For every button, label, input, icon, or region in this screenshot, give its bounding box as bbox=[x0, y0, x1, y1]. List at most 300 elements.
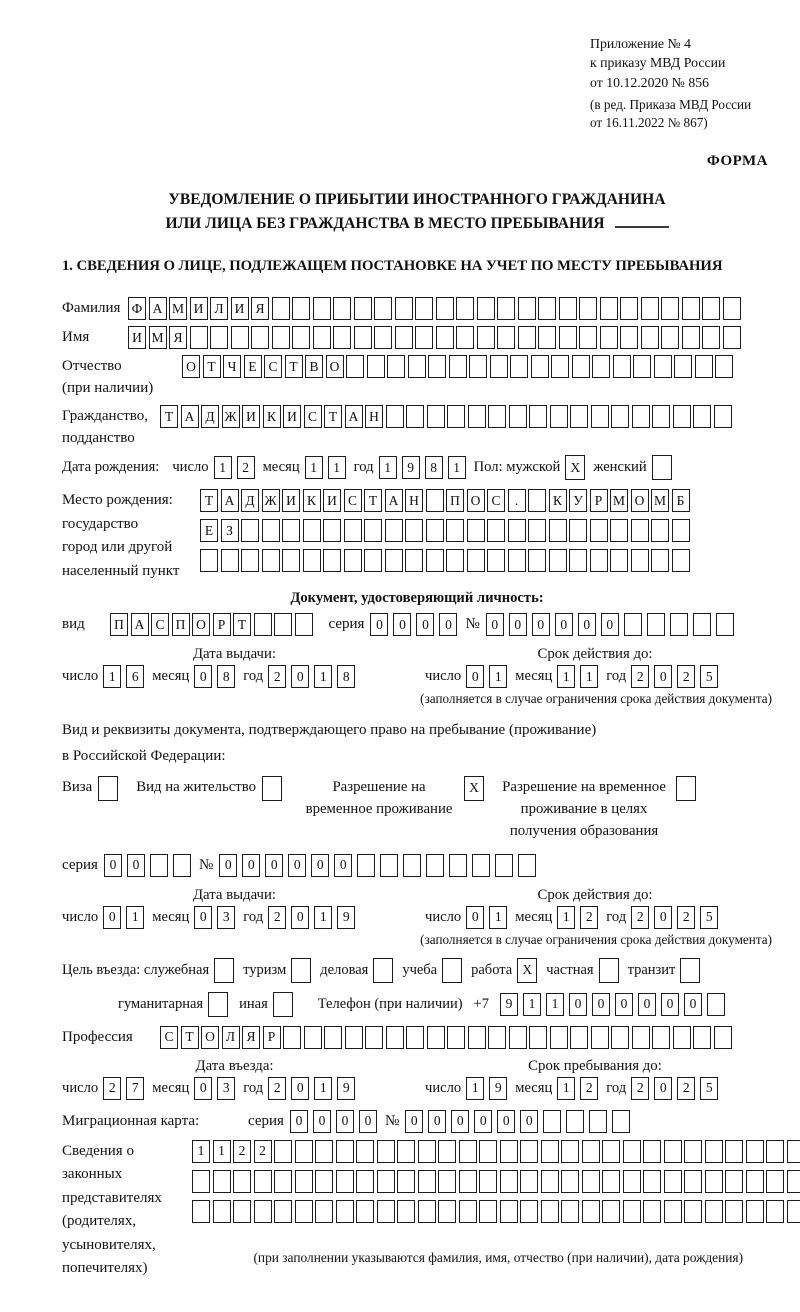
char-cell[interactable]: Л bbox=[210, 297, 228, 320]
char-cell[interactable]: Л bbox=[222, 1026, 240, 1049]
char-cell[interactable] bbox=[602, 1140, 620, 1163]
char-cell[interactable] bbox=[315, 1140, 333, 1163]
char-cell[interactable] bbox=[714, 405, 732, 428]
char-cell[interactable] bbox=[426, 519, 444, 542]
char-cell[interactable] bbox=[336, 1140, 354, 1163]
char-cell[interactable] bbox=[436, 326, 454, 349]
char-cell[interactable] bbox=[746, 1140, 764, 1163]
char-cell[interactable]: 1 bbox=[466, 1077, 484, 1100]
char-cell[interactable] bbox=[385, 549, 403, 572]
char-cell[interactable]: 0 bbox=[311, 854, 329, 877]
char-cell[interactable]: 1 bbox=[314, 665, 332, 688]
char-cell[interactable] bbox=[682, 326, 700, 349]
char-cell[interactable] bbox=[315, 1200, 333, 1223]
char-cell[interactable] bbox=[254, 613, 272, 636]
char-cell[interactable] bbox=[725, 1200, 743, 1223]
char-cell[interactable]: 0 bbox=[428, 1110, 446, 1133]
char-cell[interactable] bbox=[403, 854, 421, 877]
char-cell[interactable] bbox=[620, 297, 638, 320]
char-cell[interactable] bbox=[590, 549, 608, 572]
char-cell[interactable] bbox=[550, 405, 568, 428]
char-cell[interactable] bbox=[590, 519, 608, 542]
char-cell[interactable] bbox=[488, 1026, 506, 1049]
char-cell[interactable] bbox=[459, 1140, 477, 1163]
char-cell[interactable] bbox=[652, 405, 670, 428]
char-cell[interactable]: 7 bbox=[126, 1077, 144, 1100]
char-cell[interactable] bbox=[497, 297, 515, 320]
char-cell[interactable] bbox=[386, 405, 404, 428]
temp-permit-edu-checkbox[interactable] bbox=[676, 776, 696, 801]
char-cell[interactable] bbox=[467, 519, 485, 542]
char-cell[interactable] bbox=[272, 297, 290, 320]
char-cell[interactable]: Т bbox=[200, 489, 218, 512]
char-cell[interactable] bbox=[559, 297, 577, 320]
char-cell[interactable] bbox=[456, 326, 474, 349]
char-cell[interactable] bbox=[600, 297, 618, 320]
char-cell[interactable] bbox=[693, 1026, 711, 1049]
char-cell[interactable] bbox=[684, 1170, 702, 1193]
char-cell[interactable] bbox=[561, 1170, 579, 1193]
char-cell[interactable]: 0 bbox=[370, 613, 388, 636]
char-cell[interactable] bbox=[620, 326, 638, 349]
char-cell[interactable] bbox=[529, 405, 547, 428]
char-cell[interactable] bbox=[664, 1200, 682, 1223]
char-cell[interactable]: Т bbox=[160, 405, 178, 428]
char-cell[interactable] bbox=[323, 549, 341, 572]
char-cell[interactable] bbox=[631, 519, 649, 542]
business-checkbox[interactable] bbox=[373, 958, 393, 983]
char-cell[interactable] bbox=[602, 1170, 620, 1193]
char-cell[interactable] bbox=[336, 1200, 354, 1223]
char-cell[interactable]: 0 bbox=[569, 993, 587, 1016]
char-cell[interactable] bbox=[418, 1200, 436, 1223]
char-cell[interactable] bbox=[467, 549, 485, 572]
char-cell[interactable]: 9 bbox=[337, 906, 355, 929]
char-cell[interactable] bbox=[670, 613, 688, 636]
char-cell[interactable]: 2 bbox=[103, 1077, 121, 1100]
char-cell[interactable]: 5 bbox=[700, 906, 718, 929]
char-cell[interactable]: И bbox=[282, 489, 300, 512]
char-cell[interactable] bbox=[508, 549, 526, 572]
char-cell[interactable]: Б bbox=[672, 489, 690, 512]
char-cell[interactable]: 0 bbox=[334, 854, 352, 877]
char-cell[interactable]: П bbox=[110, 613, 128, 636]
char-cell[interactable]: Т bbox=[285, 355, 303, 378]
char-cell[interactable]: 0 bbox=[654, 665, 672, 688]
char-cell[interactable] bbox=[313, 326, 331, 349]
char-cell[interactable]: 8 bbox=[217, 665, 235, 688]
char-cell[interactable] bbox=[550, 1026, 568, 1049]
char-cell[interactable] bbox=[254, 1200, 272, 1223]
char-cell[interactable] bbox=[304, 1026, 322, 1049]
char-cell[interactable] bbox=[449, 854, 467, 877]
char-cell[interactable]: 0 bbox=[265, 854, 283, 877]
temp-permit-checkbox[interactable]: X bbox=[464, 776, 484, 801]
char-cell[interactable] bbox=[551, 355, 569, 378]
char-cell[interactable] bbox=[415, 297, 433, 320]
char-cell[interactable] bbox=[377, 1170, 395, 1193]
char-cell[interactable]: К bbox=[303, 489, 321, 512]
char-cell[interactable] bbox=[346, 355, 364, 378]
char-cell[interactable]: Т bbox=[324, 405, 342, 428]
char-cell[interactable] bbox=[303, 519, 321, 542]
char-cell[interactable] bbox=[661, 326, 679, 349]
char-cell[interactable]: Н bbox=[365, 405, 383, 428]
char-cell[interactable]: 1 bbox=[523, 993, 541, 1016]
char-cell[interactable] bbox=[274, 1170, 292, 1193]
char-cell[interactable] bbox=[356, 1170, 374, 1193]
char-cell[interactable] bbox=[612, 1110, 630, 1133]
char-cell[interactable]: 1 bbox=[213, 1140, 231, 1163]
char-cell[interactable] bbox=[274, 613, 292, 636]
char-cell[interactable] bbox=[428, 355, 446, 378]
char-cell[interactable]: 5 bbox=[700, 1077, 718, 1100]
char-cell[interactable] bbox=[624, 613, 642, 636]
char-cell[interactable] bbox=[520, 1140, 538, 1163]
char-cell[interactable]: С bbox=[344, 489, 362, 512]
char-cell[interactable]: И bbox=[231, 297, 249, 320]
char-cell[interactable] bbox=[623, 1200, 641, 1223]
char-cell[interactable] bbox=[541, 1170, 559, 1193]
char-cell[interactable] bbox=[570, 405, 588, 428]
char-cell[interactable] bbox=[418, 1140, 436, 1163]
char-cell[interactable] bbox=[746, 1170, 764, 1193]
char-cell[interactable] bbox=[150, 854, 168, 877]
char-cell[interactable] bbox=[672, 549, 690, 572]
char-cell[interactable] bbox=[518, 326, 536, 349]
char-cell[interactable] bbox=[643, 1200, 661, 1223]
char-cell[interactable] bbox=[570, 1026, 588, 1049]
char-cell[interactable] bbox=[446, 519, 464, 542]
char-cell[interactable]: О bbox=[631, 489, 649, 512]
char-cell[interactable]: С bbox=[264, 355, 282, 378]
char-cell[interactable] bbox=[611, 1026, 629, 1049]
char-cell[interactable] bbox=[292, 326, 310, 349]
char-cell[interactable]: Т bbox=[181, 1026, 199, 1049]
char-cell[interactable]: 0 bbox=[291, 1077, 309, 1100]
char-cell[interactable] bbox=[600, 326, 618, 349]
char-cell[interactable]: 1 bbox=[103, 665, 121, 688]
char-cell[interactable]: С bbox=[304, 405, 322, 428]
char-cell[interactable] bbox=[529, 1026, 547, 1049]
char-cell[interactable]: 0 bbox=[359, 1110, 377, 1133]
char-cell[interactable] bbox=[538, 326, 556, 349]
char-cell[interactable]: 0 bbox=[532, 613, 550, 636]
char-cell[interactable] bbox=[406, 405, 424, 428]
char-cell[interactable] bbox=[365, 1026, 383, 1049]
char-cell[interactable] bbox=[231, 326, 249, 349]
char-cell[interactable] bbox=[479, 1170, 497, 1193]
char-cell[interactable]: А bbox=[149, 297, 167, 320]
char-cell[interactable] bbox=[541, 1200, 559, 1223]
char-cell[interactable] bbox=[427, 405, 445, 428]
char-cell[interactable] bbox=[643, 1170, 661, 1193]
char-cell[interactable] bbox=[631, 549, 649, 572]
char-cell[interactable]: С bbox=[160, 1026, 178, 1049]
char-cell[interactable]: Ж bbox=[262, 489, 280, 512]
char-cell[interactable]: Ч bbox=[223, 355, 241, 378]
char-cell[interactable] bbox=[292, 297, 310, 320]
char-cell[interactable]: Т bbox=[364, 489, 382, 512]
char-cell[interactable] bbox=[395, 297, 413, 320]
char-cell[interactable] bbox=[213, 1200, 231, 1223]
char-cell[interactable] bbox=[356, 1140, 374, 1163]
char-cell[interactable]: 5 bbox=[700, 665, 718, 688]
char-cell[interactable] bbox=[582, 1140, 600, 1163]
char-cell[interactable] bbox=[641, 326, 659, 349]
char-cell[interactable] bbox=[364, 549, 382, 572]
char-cell[interactable] bbox=[386, 1026, 404, 1049]
char-cell[interactable]: 0 bbox=[497, 1110, 515, 1133]
char-cell[interactable] bbox=[395, 326, 413, 349]
char-cell[interactable]: 2 bbox=[580, 906, 598, 929]
char-cell[interactable] bbox=[716, 613, 734, 636]
char-cell[interactable] bbox=[459, 1170, 477, 1193]
char-cell[interactable] bbox=[251, 326, 269, 349]
char-cell[interactable] bbox=[561, 1140, 579, 1163]
char-cell[interactable] bbox=[345, 1026, 363, 1049]
char-cell[interactable] bbox=[487, 549, 505, 572]
char-cell[interactable]: Р bbox=[263, 1026, 281, 1049]
char-cell[interactable] bbox=[673, 405, 691, 428]
char-cell[interactable]: А bbox=[131, 613, 149, 636]
char-cell[interactable] bbox=[367, 355, 385, 378]
char-cell[interactable]: 1 bbox=[448, 456, 466, 479]
char-cell[interactable] bbox=[549, 519, 567, 542]
char-cell[interactable] bbox=[723, 297, 741, 320]
char-cell[interactable]: 2 bbox=[677, 906, 695, 929]
char-cell[interactable]: 0 bbox=[194, 906, 212, 929]
char-cell[interactable] bbox=[262, 549, 280, 572]
char-cell[interactable]: А bbox=[385, 489, 403, 512]
char-cell[interactable] bbox=[684, 1140, 702, 1163]
char-cell[interactable] bbox=[438, 1170, 456, 1193]
char-cell[interactable]: О bbox=[182, 355, 200, 378]
char-cell[interactable] bbox=[582, 1170, 600, 1193]
char-cell[interactable]: 2 bbox=[268, 906, 286, 929]
char-cell[interactable]: Я bbox=[242, 1026, 260, 1049]
char-cell[interactable] bbox=[647, 613, 665, 636]
char-cell[interactable] bbox=[426, 549, 444, 572]
char-cell[interactable] bbox=[241, 519, 259, 542]
char-cell[interactable]: 0 bbox=[466, 906, 484, 929]
char-cell[interactable]: 1 bbox=[126, 906, 144, 929]
char-cell[interactable]: Т bbox=[233, 613, 251, 636]
char-cell[interactable] bbox=[477, 297, 495, 320]
other-checkbox[interactable] bbox=[273, 992, 293, 1017]
char-cell[interactable]: 0 bbox=[313, 1110, 331, 1133]
char-cell[interactable] bbox=[766, 1200, 784, 1223]
transit-checkbox[interactable] bbox=[680, 958, 700, 983]
char-cell[interactable]: 0 bbox=[486, 613, 504, 636]
char-cell[interactable]: 0 bbox=[393, 613, 411, 636]
char-cell[interactable] bbox=[725, 1140, 743, 1163]
char-cell[interactable] bbox=[406, 1026, 424, 1049]
char-cell[interactable]: И bbox=[283, 405, 301, 428]
char-cell[interactable] bbox=[725, 1170, 743, 1193]
char-cell[interactable] bbox=[500, 1170, 518, 1193]
visa-checkbox[interactable] bbox=[98, 776, 118, 801]
char-cell[interactable] bbox=[682, 297, 700, 320]
char-cell[interactable] bbox=[541, 1140, 559, 1163]
char-cell[interactable]: 8 bbox=[337, 665, 355, 688]
char-cell[interactable] bbox=[520, 1200, 538, 1223]
char-cell[interactable] bbox=[385, 519, 403, 542]
char-cell[interactable]: 1 bbox=[580, 665, 598, 688]
char-cell[interactable]: 0 bbox=[466, 665, 484, 688]
char-cell[interactable]: И bbox=[323, 489, 341, 512]
char-cell[interactable]: И bbox=[190, 297, 208, 320]
char-cell[interactable] bbox=[313, 297, 331, 320]
char-cell[interactable] bbox=[664, 1170, 682, 1193]
char-cell[interactable]: 0 bbox=[291, 906, 309, 929]
char-cell[interactable]: И bbox=[128, 326, 146, 349]
char-cell[interactable] bbox=[324, 1026, 342, 1049]
char-cell[interactable] bbox=[374, 297, 392, 320]
char-cell[interactable]: 1 bbox=[379, 456, 397, 479]
char-cell[interactable] bbox=[497, 326, 515, 349]
char-cell[interactable] bbox=[405, 549, 423, 572]
char-cell[interactable] bbox=[210, 326, 228, 349]
char-cell[interactable] bbox=[528, 549, 546, 572]
char-cell[interactable]: Ж bbox=[222, 405, 240, 428]
char-cell[interactable] bbox=[633, 355, 651, 378]
char-cell[interactable] bbox=[436, 297, 454, 320]
char-cell[interactable] bbox=[192, 1200, 210, 1223]
char-cell[interactable] bbox=[468, 405, 486, 428]
char-cell[interactable]: 1 bbox=[557, 906, 575, 929]
char-cell[interactable]: 0 bbox=[451, 1110, 469, 1133]
char-cell[interactable] bbox=[405, 519, 423, 542]
char-cell[interactable]: 2 bbox=[254, 1140, 272, 1163]
char-cell[interactable]: 0 bbox=[474, 1110, 492, 1133]
char-cell[interactable] bbox=[500, 1200, 518, 1223]
char-cell[interactable] bbox=[569, 549, 587, 572]
char-cell[interactable] bbox=[528, 519, 546, 542]
char-cell[interactable]: 0 bbox=[405, 1110, 423, 1133]
char-cell[interactable]: 1 bbox=[557, 1077, 575, 1100]
char-cell[interactable] bbox=[323, 519, 341, 542]
char-cell[interactable] bbox=[377, 1140, 395, 1163]
char-cell[interactable] bbox=[274, 1200, 292, 1223]
char-cell[interactable]: 2 bbox=[268, 665, 286, 688]
char-cell[interactable] bbox=[674, 355, 692, 378]
char-cell[interactable] bbox=[438, 1140, 456, 1163]
char-cell[interactable]: 1 bbox=[314, 1077, 332, 1100]
char-cell[interactable] bbox=[377, 1200, 395, 1223]
char-cell[interactable] bbox=[510, 355, 528, 378]
char-cell[interactable]: 0 bbox=[127, 854, 145, 877]
char-cell[interactable]: Р bbox=[590, 489, 608, 512]
char-cell[interactable] bbox=[693, 613, 711, 636]
char-cell[interactable]: 0 bbox=[654, 906, 672, 929]
char-cell[interactable]: 1 bbox=[546, 993, 564, 1016]
char-cell[interactable]: . bbox=[508, 489, 526, 512]
char-cell[interactable] bbox=[282, 519, 300, 542]
tourism-checkbox[interactable] bbox=[291, 958, 311, 983]
char-cell[interactable] bbox=[623, 1170, 641, 1193]
char-cell[interactable] bbox=[495, 854, 513, 877]
char-cell[interactable] bbox=[705, 1140, 723, 1163]
char-cell[interactable]: А bbox=[345, 405, 363, 428]
char-cell[interactable]: 1 bbox=[489, 906, 507, 929]
char-cell[interactable] bbox=[664, 1140, 682, 1163]
char-cell[interactable] bbox=[528, 489, 546, 512]
char-cell[interactable]: 2 bbox=[677, 665, 695, 688]
char-cell[interactable]: 9 bbox=[489, 1077, 507, 1100]
char-cell[interactable]: П bbox=[446, 489, 464, 512]
char-cell[interactable] bbox=[715, 355, 733, 378]
residence-permit-checkbox[interactable] bbox=[262, 776, 282, 801]
char-cell[interactable] bbox=[254, 1170, 272, 1193]
char-cell[interactable]: 0 bbox=[654, 1077, 672, 1100]
char-cell[interactable] bbox=[233, 1200, 251, 1223]
char-cell[interactable] bbox=[787, 1170, 800, 1193]
char-cell[interactable]: К bbox=[263, 405, 281, 428]
char-cell[interactable] bbox=[333, 297, 351, 320]
humanitarian-checkbox[interactable] bbox=[208, 992, 228, 1017]
char-cell[interactable]: 1 bbox=[489, 665, 507, 688]
char-cell[interactable]: 0 bbox=[194, 1077, 212, 1100]
char-cell[interactable] bbox=[418, 1170, 436, 1193]
char-cell[interactable] bbox=[295, 1140, 313, 1163]
char-cell[interactable]: М bbox=[169, 297, 187, 320]
char-cell[interactable] bbox=[190, 326, 208, 349]
char-cell[interactable] bbox=[456, 297, 474, 320]
char-cell[interactable] bbox=[549, 549, 567, 572]
char-cell[interactable] bbox=[357, 854, 375, 877]
char-cell[interactable] bbox=[446, 549, 464, 572]
char-cell[interactable]: 0 bbox=[194, 665, 212, 688]
char-cell[interactable] bbox=[705, 1170, 723, 1193]
char-cell[interactable] bbox=[315, 1170, 333, 1193]
char-cell[interactable] bbox=[661, 297, 679, 320]
private-checkbox[interactable] bbox=[599, 958, 619, 983]
char-cell[interactable] bbox=[487, 519, 505, 542]
char-cell[interactable]: М bbox=[149, 326, 167, 349]
char-cell[interactable] bbox=[438, 1200, 456, 1223]
char-cell[interactable] bbox=[426, 854, 444, 877]
char-cell[interactable] bbox=[723, 326, 741, 349]
char-cell[interactable]: М bbox=[610, 489, 628, 512]
char-cell[interactable] bbox=[447, 405, 465, 428]
char-cell[interactable]: 3 bbox=[217, 906, 235, 929]
char-cell[interactable] bbox=[641, 297, 659, 320]
char-cell[interactable] bbox=[695, 355, 713, 378]
char-cell[interactable]: Т bbox=[203, 355, 221, 378]
char-cell[interactable]: И bbox=[242, 405, 260, 428]
char-cell[interactable] bbox=[374, 326, 392, 349]
char-cell[interactable] bbox=[272, 326, 290, 349]
female-checkbox[interactable] bbox=[652, 455, 672, 480]
char-cell[interactable] bbox=[579, 326, 597, 349]
char-cell[interactable] bbox=[408, 355, 426, 378]
char-cell[interactable] bbox=[643, 1140, 661, 1163]
char-cell[interactable] bbox=[387, 355, 405, 378]
char-cell[interactable]: 9 bbox=[500, 993, 518, 1016]
char-cell[interactable] bbox=[500, 1140, 518, 1163]
char-cell[interactable] bbox=[415, 326, 433, 349]
char-cell[interactable] bbox=[488, 405, 506, 428]
char-cell[interactable]: 0 bbox=[336, 1110, 354, 1133]
char-cell[interactable]: У bbox=[569, 489, 587, 512]
char-cell[interactable] bbox=[518, 854, 536, 877]
char-cell[interactable]: 0 bbox=[290, 1110, 308, 1133]
char-cell[interactable] bbox=[531, 355, 549, 378]
char-cell[interactable]: 0 bbox=[684, 993, 702, 1016]
char-cell[interactable]: М bbox=[651, 489, 669, 512]
char-cell[interactable] bbox=[479, 1140, 497, 1163]
